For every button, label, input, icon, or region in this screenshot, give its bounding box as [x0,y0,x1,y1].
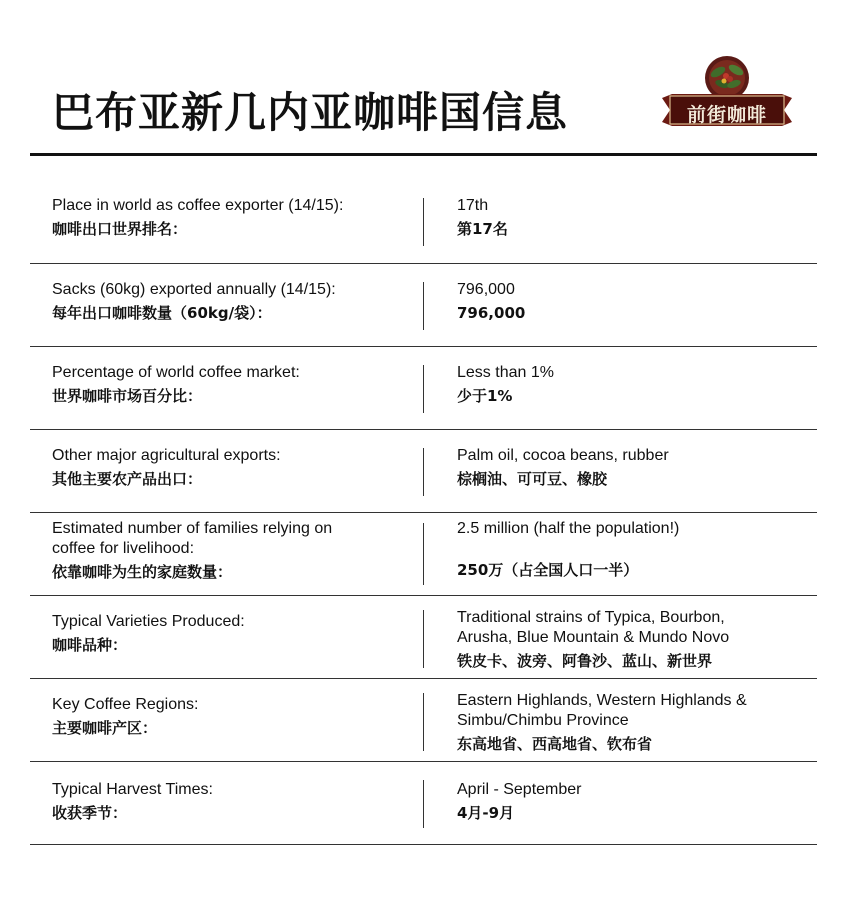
table-row [30,513,817,596]
value-zh: 铁皮卡、波旁、阿鲁沙、蓝山、新世界 [457,652,713,670]
label-zh: 收获季节： [52,804,128,822]
column-divider [423,693,424,751]
label-zh: 依靠咖啡为生的家庭数量： [52,563,233,581]
value-zh: 第17名 [457,220,508,238]
label-zh: 咖啡品种： [52,636,128,654]
column-divider [423,610,424,668]
label-en: Sacks (60kg) exported annually (14/15): [52,281,336,298]
column-divider [423,282,424,330]
value-en: April - September [457,781,582,798]
value-en: 796,000 [457,281,515,298]
value-en: Palm oil, cocoa beans, rubber [457,447,669,464]
logo-text: 前街咖啡 [686,104,767,126]
column-divider [423,365,424,413]
column-divider [423,523,424,585]
value-zh: 少于1% [457,387,513,405]
table-row [30,679,817,762]
table-row [30,762,817,845]
value-en: 17th [457,197,489,214]
table-row [30,180,817,264]
label-zh: 世界咖啡市场百分比： [52,387,203,405]
value-en: Less than 1% [457,364,554,381]
brand-logo [660,54,794,134]
value-zh: 250万（占全国人口一半） [457,561,639,579]
page-title: 巴布亚新几内亚咖啡国信息 [52,88,569,137]
header-divider [30,153,817,156]
value-en: Eastern Highlands, Western Highlands & [457,692,747,709]
label-en: Other major agricultural exports: [52,447,281,464]
column-divider [423,780,424,828]
column-divider [423,198,424,246]
value-zh: 4月-9月 [457,804,515,822]
value-en: Arusha, Blue Mountain & Mundo Novo [457,629,730,646]
label-en: Place in world as coffee exporter (14/15): [52,197,344,214]
label-zh: 主要咖啡产区： [52,719,158,737]
label-zh: 咖啡出口世界排名： [52,220,188,238]
table-row [30,264,817,347]
label-en: coffee for livelihood: [52,540,195,557]
label-en: Typical Harvest Times: [52,781,213,798]
value-zh: 东高地省、西高地省、钦布省 [457,735,653,753]
label-zh: 其他主要农产品出口： [52,470,203,488]
table-row [30,347,817,430]
table-row [30,596,817,679]
label-en: Key Coffee Regions: [52,696,199,713]
value-en: Simbu/Chimbu Province [457,712,629,729]
info-table [30,180,817,845]
label-en: Estimated number of families relying on [52,520,333,537]
value-en: 2.5 million (half the population!) [457,520,680,537]
value-zh: 796,000 [457,304,526,322]
value-en: Traditional strains of Typica, Bourbon, [457,609,725,626]
value-zh: 棕榈油、可可豆、橡胶 [457,470,608,488]
label-en: Percentage of world coffee market: [52,364,300,381]
column-divider [423,448,424,496]
table-row [30,430,817,513]
label-en: Typical Varieties Produced: [52,613,245,630]
label-zh: 每年出口咖啡数量（60kg/袋）： [52,304,272,322]
